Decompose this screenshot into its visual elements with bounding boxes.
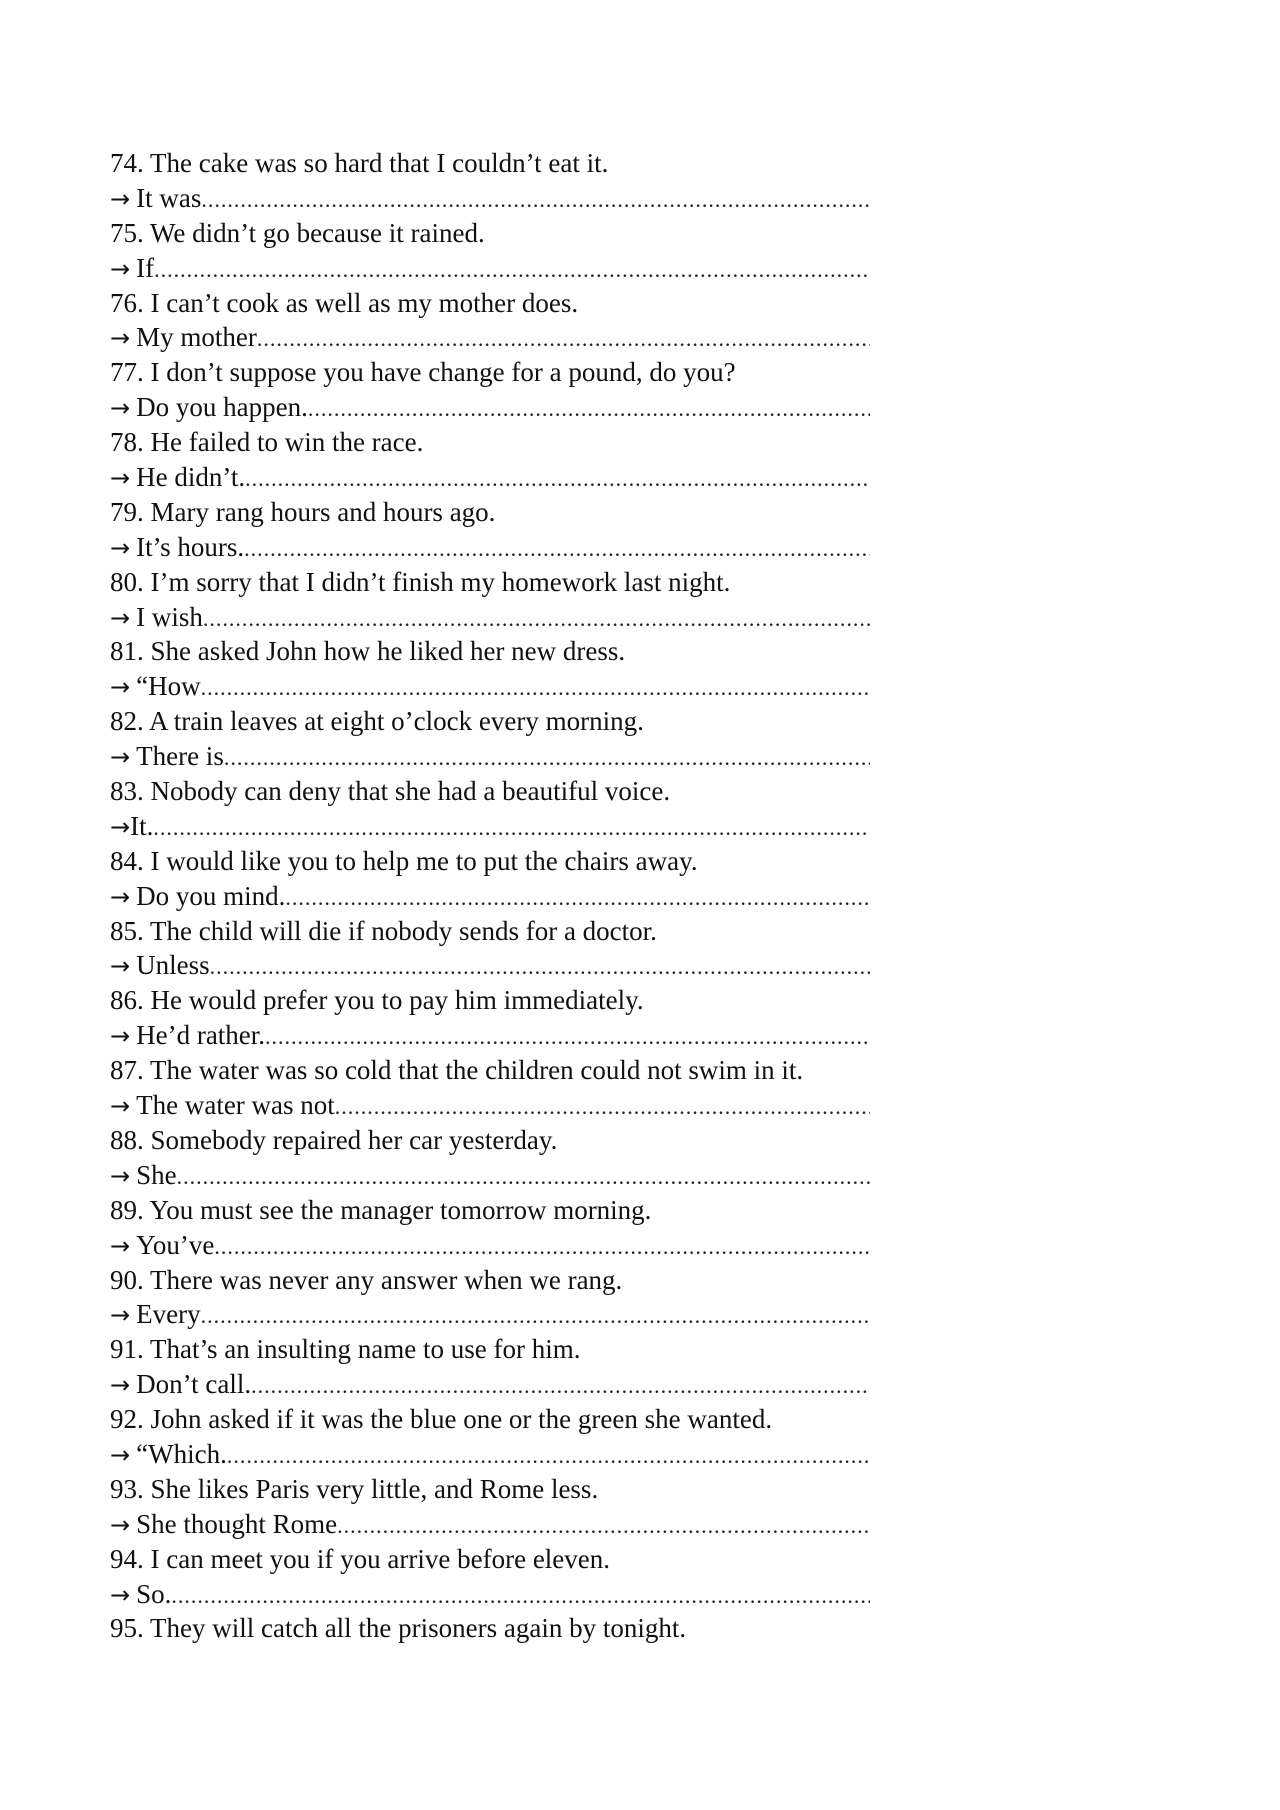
- question-text: 91. That’s an insulting name to use for him.: [110, 1334, 581, 1365]
- answer-prompt: It was: [136, 182, 202, 213]
- question-text: 79. Mary rang hours and hours ago.: [110, 496, 496, 527]
- dotted-blank: [285, 881, 870, 914]
- answer-line[interactable]: [110, 251, 870, 286]
- arrow-icon: →: [110, 1161, 131, 1190]
- item-93: [110, 1472, 870, 1542]
- question-text: 94. I can meet you if you arrive before eleven.: [110, 1543, 611, 1574]
- item-87: [110, 1053, 870, 1123]
- dotted-blank: [153, 811, 870, 844]
- question-text: 75. We didn’t go because it rained.: [110, 217, 485, 248]
- answer-prompt: The water was not: [136, 1090, 335, 1121]
- answer-line[interactable]: [110, 320, 870, 355]
- arrow-icon: →: [110, 603, 131, 632]
- question-text: 80. I’m sorry that I didn’t finish my homework last night.: [110, 566, 731, 597]
- item-84: [110, 844, 870, 914]
- item-85: [110, 914, 870, 984]
- arrow-icon: →: [110, 533, 131, 562]
- item-95: [110, 1611, 870, 1646]
- dotted-blank: [308, 392, 870, 425]
- arrow-icon: →: [110, 1510, 131, 1539]
- answer-prompt: Do you happen.: [136, 392, 308, 423]
- answer-prompt: It.: [130, 810, 154, 841]
- answer-prompt: So.: [136, 1578, 172, 1609]
- item-81: [110, 634, 870, 704]
- question-text: 76. I can’t cook as well as my mother does.: [110, 287, 579, 318]
- dotted-blank: [337, 1509, 870, 1542]
- question-text: 85. The child will die if nobody sends for a doctor.: [110, 915, 657, 946]
- dotted-blank: [201, 671, 870, 704]
- item-83: [110, 774, 870, 844]
- answer-line[interactable]: [110, 1158, 870, 1193]
- answer-line[interactable]: [110, 1088, 870, 1123]
- question-text: 78. He failed to win the race.: [110, 427, 424, 458]
- arrow-icon: →: [110, 1371, 131, 1400]
- answer-prompt: Don’t call.: [136, 1369, 252, 1400]
- dotted-blank: [154, 253, 870, 286]
- answer-prompt: You’ve: [136, 1229, 215, 1260]
- item-77: [110, 355, 870, 425]
- answer-line[interactable]: [110, 530, 870, 565]
- arrow-icon: →: [110, 1301, 131, 1330]
- answer-line[interactable]: [110, 809, 870, 844]
- answer-prompt: Unless: [136, 950, 210, 981]
- dotted-blank: [177, 1160, 870, 1193]
- arrow-icon: →: [110, 1580, 131, 1609]
- question-text: 82. A train leaves at eight o’clock every morning.: [110, 706, 644, 737]
- question-text: 90. There was never any answer when we rang.: [110, 1264, 623, 1295]
- item-94: [110, 1542, 870, 1612]
- answer-prompt: I wish: [136, 601, 203, 632]
- answer-prompt: “How: [136, 671, 201, 702]
- arrow-icon: →: [110, 812, 131, 841]
- dotted-blank: [224, 741, 870, 774]
- answer-prompt: If: [136, 252, 155, 283]
- answer-prompt: “Which.: [136, 1438, 227, 1469]
- item-86: [110, 983, 870, 1053]
- answer-prompt: He’d rather.: [136, 1020, 266, 1051]
- question-text: 88. Somebody repaired her car yesterday.: [110, 1124, 558, 1155]
- dotted-blank: [203, 602, 870, 635]
- answer-line[interactable]: [110, 879, 870, 914]
- answer-line[interactable]: [110, 181, 870, 216]
- arrow-icon: →: [110, 1231, 131, 1260]
- arrow-icon: →: [110, 743, 131, 772]
- answer-line[interactable]: [110, 739, 870, 774]
- dotted-blank: [171, 1579, 870, 1612]
- answer-prompt: He didn’t.: [136, 462, 246, 493]
- arrow-icon: →: [110, 184, 131, 213]
- item-75: [110, 216, 870, 286]
- worksheet: [110, 146, 870, 1646]
- answer-prompt: There is: [136, 741, 224, 772]
- answer-line[interactable]: [110, 460, 870, 495]
- question-text: 83. Nobody can deny that she had a beautiful voice.: [110, 776, 671, 807]
- arrow-icon: →: [110, 1022, 131, 1051]
- item-90: [110, 1263, 870, 1333]
- question-text: 95. They will catch all the prisoners again by tonight.: [110, 1613, 687, 1644]
- answer-line[interactable]: [110, 1437, 870, 1472]
- arrow-icon: →: [110, 952, 131, 981]
- dotted-blank: [257, 322, 870, 355]
- question-text: 84. I would like you to help me to put the chairs away.: [110, 845, 698, 876]
- item-89: [110, 1193, 870, 1263]
- question-text: 77. I don’t suppose you have change for a pound, do you?: [110, 357, 736, 388]
- answer-prompt: She thought Rome: [136, 1508, 338, 1539]
- question-text: 87. The water was so cold that the children could not swim in it.: [110, 1055, 804, 1086]
- item-92: [110, 1402, 870, 1472]
- arrow-icon: →: [110, 673, 131, 702]
- question-text: 89. You must see the manager tomorrow morning.: [110, 1194, 652, 1225]
- dotted-blank: [201, 183, 870, 216]
- arrow-icon: →: [110, 882, 131, 911]
- question-text: 81. She asked John how he liked her new dress.: [110, 636, 626, 667]
- answer-line[interactable]: [110, 948, 870, 983]
- answer-line[interactable]: [110, 669, 870, 704]
- arrow-icon: →: [110, 394, 131, 423]
- item-74: [110, 146, 870, 216]
- answer-line[interactable]: [110, 1367, 870, 1402]
- item-79: [110, 495, 870, 565]
- item-82: [110, 704, 870, 774]
- answer-line[interactable]: [110, 1297, 870, 1332]
- answer-prompt: Do you mind.: [136, 880, 286, 911]
- item-78: [110, 425, 870, 495]
- dotted-blank: [244, 532, 870, 565]
- arrow-icon: →: [110, 254, 131, 283]
- answer-prompt: Every: [136, 1299, 201, 1330]
- answer-line[interactable]: [110, 1577, 870, 1612]
- arrow-icon: →: [110, 1440, 131, 1469]
- question-text: 92. John asked if it was the blue one or the green she wanted.: [110, 1404, 773, 1435]
- answer-prompt: She: [136, 1159, 177, 1190]
- dotted-blank: [227, 1439, 870, 1472]
- item-80: [110, 565, 870, 635]
- answer-line[interactable]: [110, 1507, 870, 1542]
- question-text: 86. He would prefer you to pay him immediately.: [110, 985, 644, 1016]
- answer-line[interactable]: [110, 390, 870, 425]
- arrow-icon: →: [110, 324, 131, 353]
- dotted-blank: [251, 1369, 870, 1402]
- answer-prompt: It’s hours.: [136, 531, 245, 562]
- dotted-blank: [245, 462, 870, 495]
- arrow-icon: →: [110, 464, 131, 493]
- answer-prompt: My mother: [136, 322, 257, 353]
- question-text: 93. She likes Paris very little, and Rome less.: [110, 1473, 599, 1504]
- dotted-blank: [201, 1299, 870, 1332]
- item-91: [110, 1332, 870, 1402]
- answer-line[interactable]: [110, 1018, 870, 1053]
- question-text: 74. The cake was so hard that I couldn’t eat it.: [110, 148, 609, 178]
- dotted-blank: [265, 1020, 870, 1053]
- dotted-blank: [335, 1090, 870, 1123]
- dotted-blank: [210, 950, 870, 983]
- arrow-icon: →: [110, 1092, 131, 1121]
- item-76: [110, 286, 870, 356]
- item-88: [110, 1123, 870, 1193]
- dotted-blank: [214, 1230, 870, 1263]
- answer-line[interactable]: [110, 600, 870, 635]
- answer-line[interactable]: [110, 1228, 870, 1263]
